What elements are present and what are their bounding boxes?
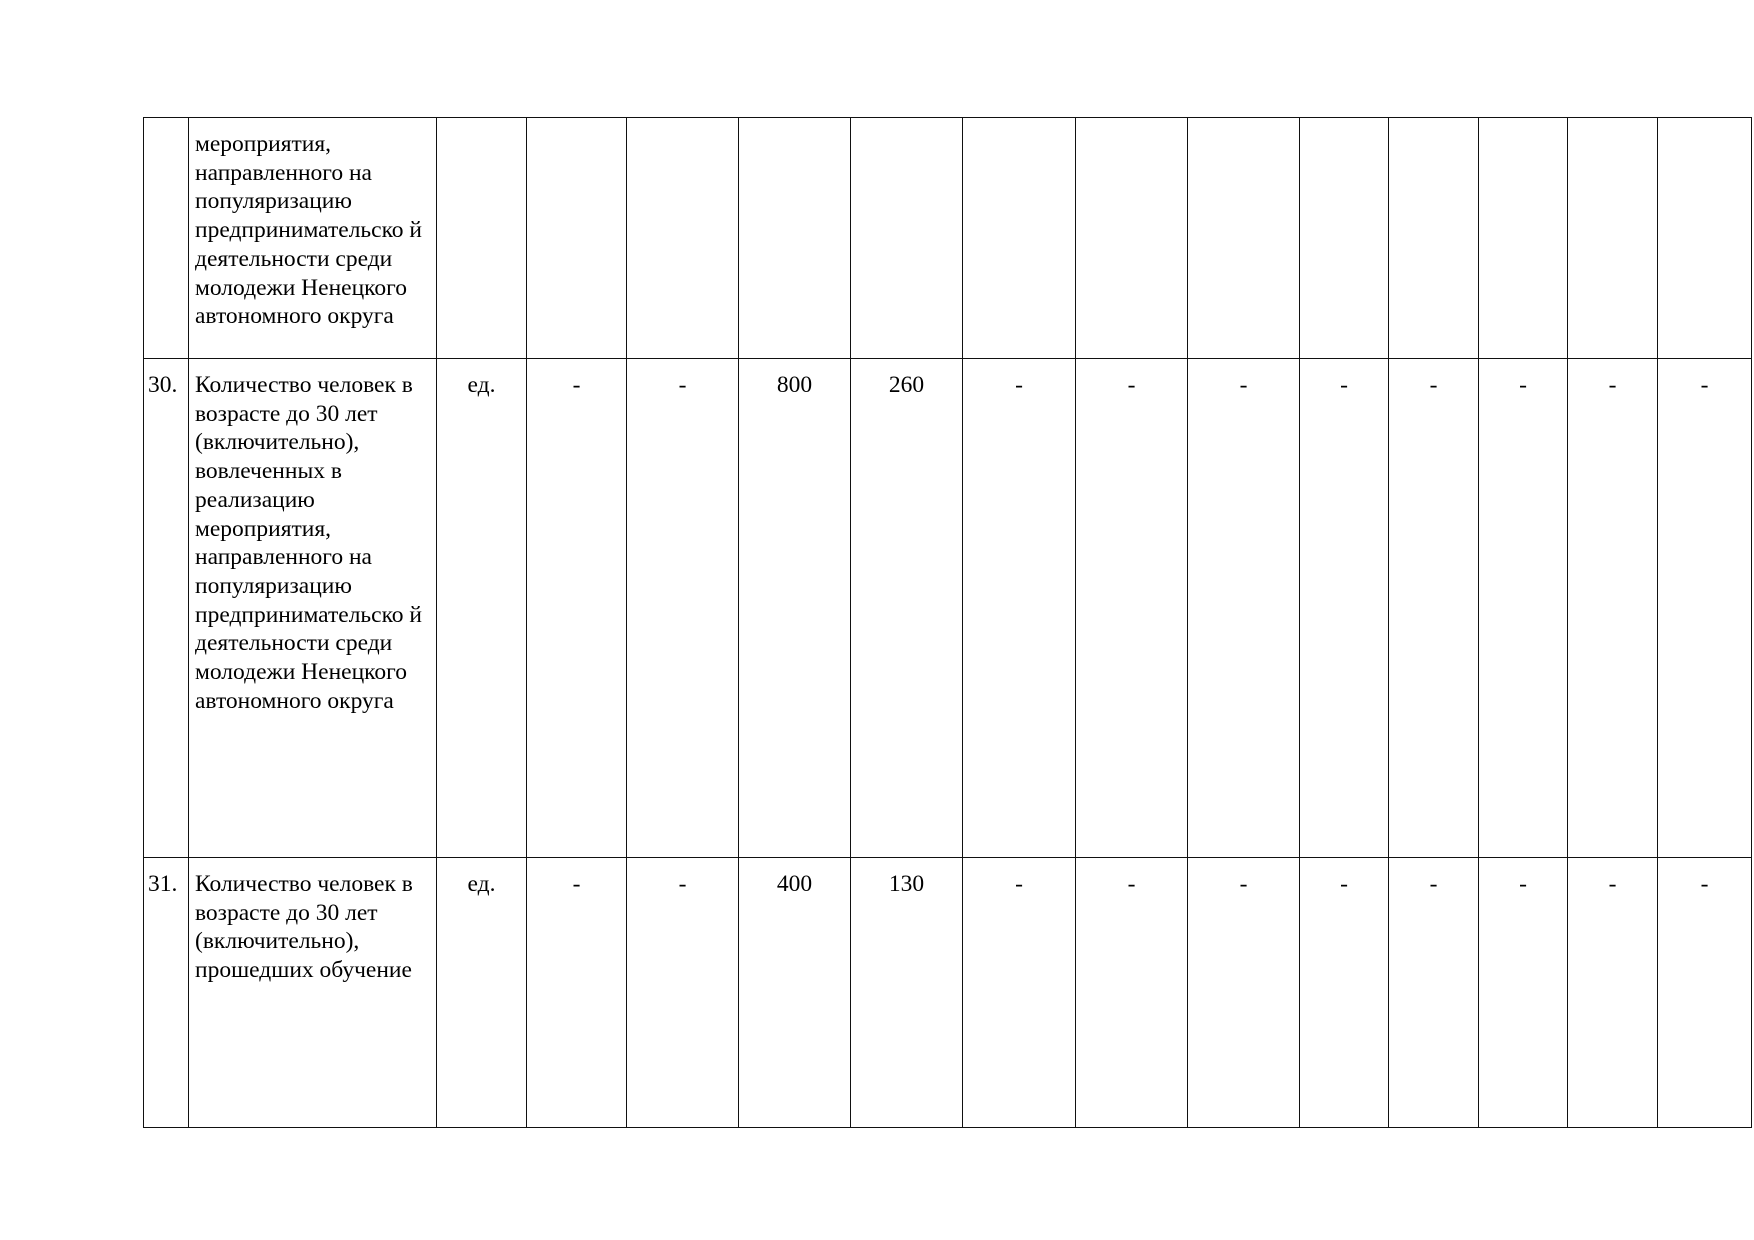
indicator-name-cell: Количество человек в возрасте до 30 лет (включительно), прошедших обучение	[189, 858, 437, 1128]
value-cell	[627, 118, 739, 359]
value-cell	[527, 118, 627, 359]
value-cell: -	[1300, 858, 1389, 1128]
value-cell: -	[1568, 359, 1658, 858]
value-cell: -	[963, 359, 1076, 858]
row-number-cell	[144, 118, 189, 359]
value-cell: -	[627, 858, 739, 1128]
value-cell: -	[527, 359, 627, 858]
value-cell	[851, 118, 963, 359]
value-cell	[739, 118, 851, 359]
unit-cell	[437, 118, 527, 359]
indicators-table	[143, 117, 1752, 1128]
table-row	[144, 858, 1752, 1128]
value-cell: -	[1479, 359, 1568, 858]
value-cell: -	[1658, 359, 1752, 858]
row-number-cell: 31.	[144, 858, 189, 1128]
value-cell: 800	[739, 359, 851, 858]
value-cell: -	[1658, 858, 1752, 1128]
value-cell: 260	[851, 359, 963, 858]
unit-cell: ед.	[437, 858, 527, 1128]
value-cell	[1568, 118, 1658, 359]
unit-cell: ед.	[437, 359, 527, 858]
value-cell: -	[1389, 858, 1479, 1128]
value-cell: -	[1076, 858, 1188, 1128]
value-cell	[1479, 118, 1568, 359]
value-cell: 400	[739, 858, 851, 1128]
table-row	[144, 118, 1752, 359]
value-cell: -	[527, 858, 627, 1128]
value-cell: -	[963, 858, 1076, 1128]
value-cell: -	[1188, 858, 1300, 1128]
value-cell: -	[1389, 359, 1479, 858]
indicator-name-cell: Количество человек в возрасте до 30 лет (включительно), вовлеченных в реализацию мероприятия, направленного на популяризацию предпринимательско й деятельности среди молодежи Ненецкого автономного округа	[189, 359, 437, 858]
value-cell: -	[1188, 359, 1300, 858]
value-cell	[1188, 118, 1300, 359]
value-cell: -	[1479, 858, 1568, 1128]
value-cell: -	[1300, 359, 1389, 858]
value-cell: 130	[851, 858, 963, 1128]
value-cell: -	[1568, 858, 1658, 1128]
value-cell	[1658, 118, 1752, 359]
row-number-cell: 30.	[144, 359, 189, 858]
value-cell	[1389, 118, 1479, 359]
value-cell: -	[627, 359, 739, 858]
indicator-name-cell: мероприятия, направленного на популяризацию предпринимательско й деятельности среди молодежи Ненецкого автономного округа	[189, 118, 437, 359]
value-cell	[963, 118, 1076, 359]
value-cell	[1300, 118, 1389, 359]
value-cell: -	[1076, 359, 1188, 858]
value-cell	[1076, 118, 1188, 359]
table-row	[144, 359, 1752, 858]
